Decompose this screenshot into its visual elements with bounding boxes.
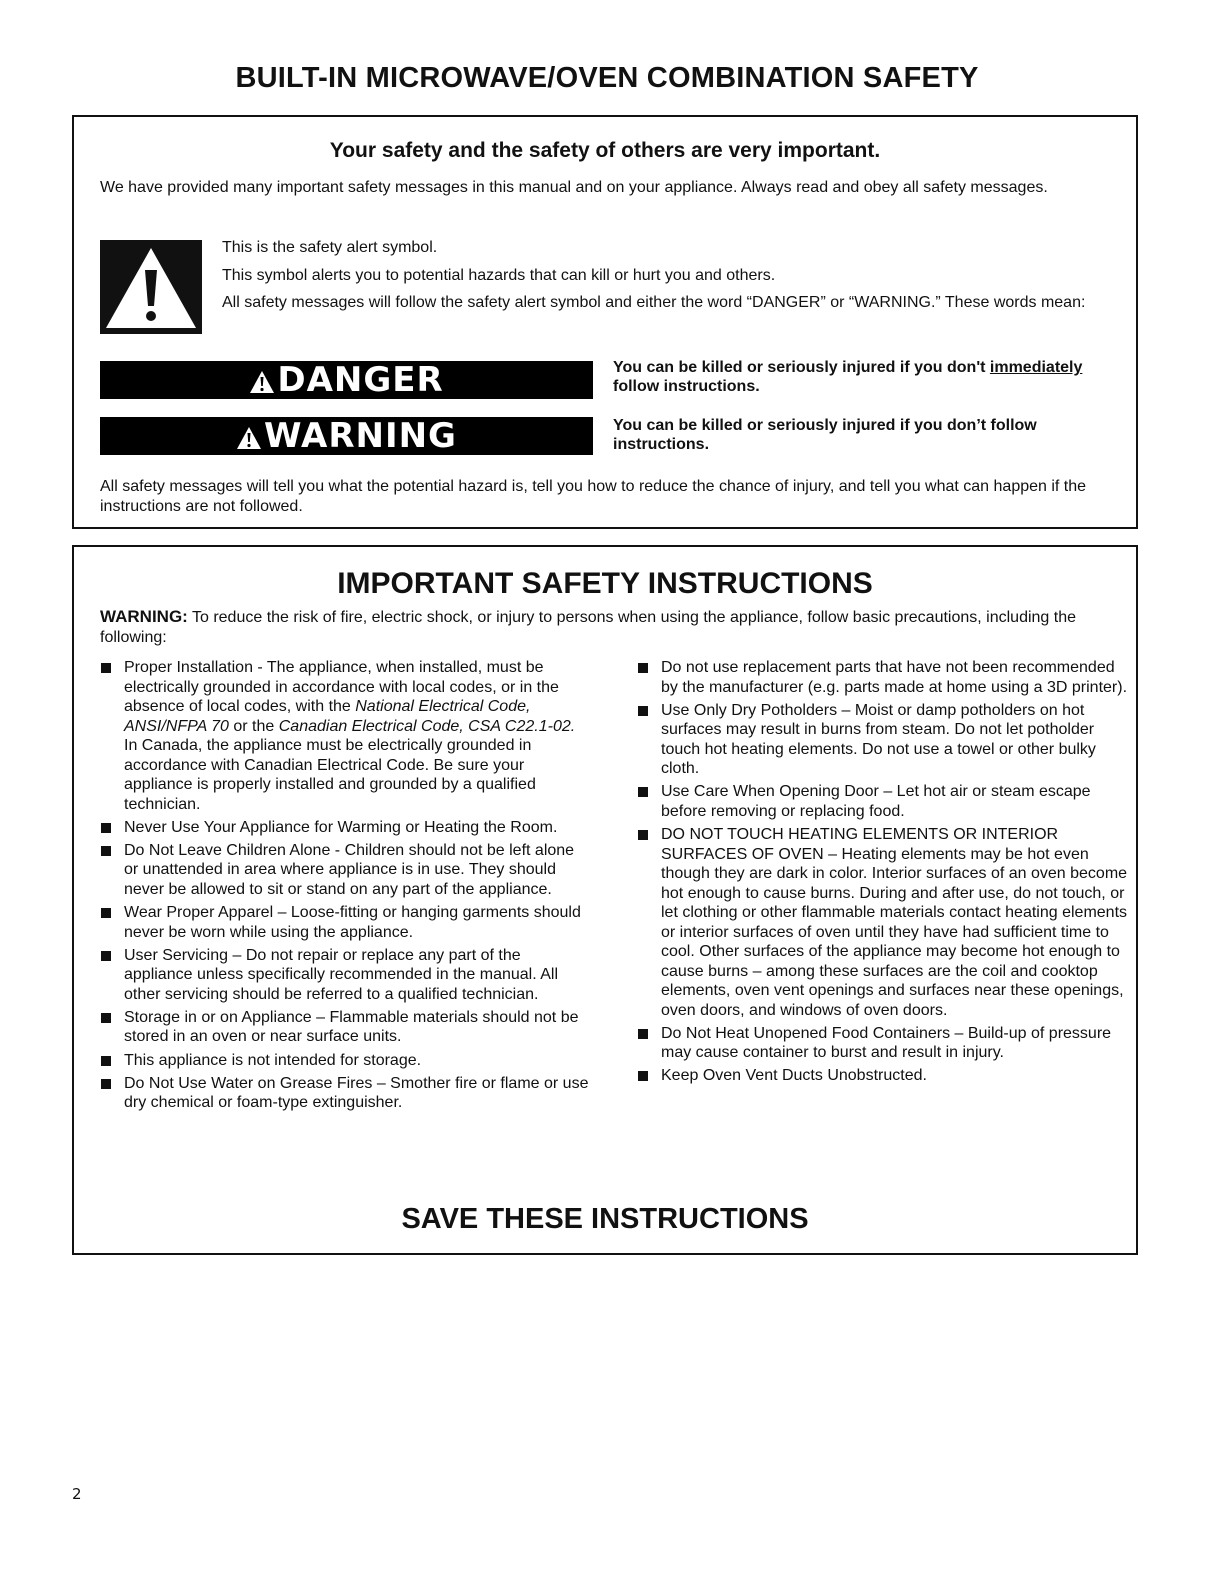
list-item <box>637 701 1133 779</box>
list-item <box>637 658 1133 697</box>
warning-label: WARNING <box>264 416 457 456</box>
item-text: Wear Proper Apparel – Loose-fitting or hanging garments should never be worn while using the appliance. <box>124 904 581 941</box>
instructions-right-column <box>637 658 1133 1090</box>
warning-lead: WARNING: <box>100 607 188 626</box>
danger-description <box>613 358 1083 396</box>
item-text: Never Use Your Appliance for Warming or Heating the Room. <box>124 818 558 836</box>
bullet-icon <box>101 846 111 856</box>
item-text: Use Care When Opening Door – Let hot air or steam escape before removing or replacing food. <box>661 783 1091 820</box>
safety-alert-icon <box>100 240 202 334</box>
item-text: Do Not Use Water on Grease Fires – Smother fire or flame or use dry chemical or foam-type extinguisher. <box>124 1074 589 1112</box>
item-text: Storage in or on Appliance – Flammable materials should not be stored in an oven or near surface units. <box>124 1008 579 1046</box>
list-item <box>637 1024 1133 1063</box>
bullet-icon <box>101 1056 111 1066</box>
bullet-icon <box>101 823 111 833</box>
warning-description: You can be killed or seriously injured if you don’t follow instructions. <box>613 417 1037 453</box>
list-item <box>100 818 590 838</box>
item-text: This appliance is not intended for storage. <box>124 1051 422 1069</box>
item-text: Proper Installation - The appliance, when installed, must be electrically grounded in accordance with local codes, or in the absence of local codes, with the <box>124 659 559 715</box>
bullet-icon <box>101 1079 111 1089</box>
safety-intro-text: We have provided many important safety messages in this manual and on your appliance. Always read and obey all safety messages. <box>100 179 1048 196</box>
list-item <box>637 1066 1133 1086</box>
danger-signal-bar <box>100 361 593 399</box>
warning-signal-bar <box>100 417 593 455</box>
list-item <box>100 1074 590 1113</box>
safety-intro-box <box>72 115 1138 529</box>
item-text: Do Not Heat Unopened Food Containers – Build-up of pressure may cause container to burst and result in injury. <box>661 1024 1112 1062</box>
danger-label: DANGER <box>277 360 444 400</box>
item-text: User Servicing – Do not repair or replace any part of the appliance unless specifically recommended in the manual. All other servicing should be referred to a qualified technician. <box>124 946 559 1003</box>
danger-text-underlined: immediately <box>989 359 1083 376</box>
bullet-icon <box>638 663 648 673</box>
item-italic-text: Canadian Electrical Code, CSA C22.1-02. <box>278 717 576 735</box>
bullet-icon <box>638 1071 648 1081</box>
instructions-left-column <box>100 658 590 1117</box>
symbol-line-3: All safety messages will follow the safety alert symbol and either the word “DANGER” or “WARNING.” These words mean: <box>222 294 1086 311</box>
page-number: 2 <box>72 1485 82 1503</box>
bullet-icon <box>638 1029 648 1039</box>
list-item <box>100 841 590 900</box>
item-italic-text: National Electrical Code, ANSI/NFPA 70 <box>124 698 531 735</box>
item-text: Keep Oven Vent Ducts Unobstructed. <box>661 1067 927 1085</box>
danger-text-1: You can be killed or seriously injured if you don't <box>613 359 990 376</box>
page-title: BUILT-IN MICROWAVE/OVEN COMBINATION SAFETY <box>235 62 979 94</box>
item-text: Use Only Dry Potholders – Moist or damp potholders on hot surfaces may result in burns from steam. Do not let potholder touch hot heating elements. Do not use a towel or other bulky cloth. <box>661 701 1096 778</box>
save-instructions-footer: SAVE THESE INSTRUCTIONS <box>401 1203 809 1235</box>
symbol-line-1: This is the safety alert symbol. <box>222 239 438 256</box>
item-text: DO NOT TOUCH HEATING ELEMENTS OR INTERIOR SURFACES OF OVEN – Heating elements may be hot even though they are dark in color. Interior surfaces of an oven become hot enough to cause burns. During and after use, do not touch, or let clothing or other flammable materials contact heating elements or interior surfaces of oven until they have had sufficient time to cool. Other surfaces of the appliance may become hot enough to cause burns – among these surfaces are the coil and cooktop elements, oven vent openings and surfaces near these openings, oven doors, and windows of oven doors. <box>661 826 1128 1019</box>
warning-intro-text: To reduce the risk of fire, electric shock, or injury to persons when using the appliance, follow basic precautions, including the following: <box>100 609 1077 646</box>
bullet-icon <box>101 1013 111 1023</box>
instructions-heading: IMPORTANT SAFETY INSTRUCTIONS <box>337 567 873 600</box>
item-text: or the <box>228 717 279 735</box>
list-item <box>100 903 590 942</box>
list-item <box>100 946 590 1005</box>
list-item <box>100 1008 590 1047</box>
list-item <box>637 825 1133 1020</box>
safety-heading: Your safety and the safety of others are very important. <box>329 139 881 162</box>
list-item <box>100 1051 590 1071</box>
list-item <box>100 658 590 814</box>
list-item <box>637 782 1133 821</box>
bullet-icon <box>638 830 648 840</box>
instructions-box <box>72 545 1138 1255</box>
bullet-icon <box>101 951 111 961</box>
item-text: In Canada, the appliance must be electrically grounded in accordance with Canadian Electrical Code. Be sure your appliance is properly installed and grounded by a qualified technician. <box>124 737 536 813</box>
bullet-icon <box>101 663 111 673</box>
item-text: Do not use replacement parts that have not been recommended by the manufacturer (e.g. parts made at home using a 3D printer). <box>661 659 1128 696</box>
warning-alert-icon <box>236 426 262 450</box>
bullet-icon <box>638 787 648 797</box>
symbol-line-2: This symbol alerts you to potential hazards that can kill or hurt you and others. <box>222 267 776 284</box>
danger-alert-icon <box>249 370 275 394</box>
danger-text-2: follow instructions. <box>613 378 760 395</box>
safety-closing-text: All safety messages will tell you what the potential hazard is, tell you how to reduce the chance of injury, and tell you what can happen if the instructions are not followed. <box>100 478 1087 515</box>
bullet-icon <box>638 706 648 716</box>
bullet-icon <box>101 908 111 918</box>
item-text: Do Not Leave Children Alone - Children should not be left alone or unattended in area where appliance is in use. They should never be allowed to sit or stand on any part of the appliance. <box>124 841 575 898</box>
warning-intro <box>100 607 1110 647</box>
